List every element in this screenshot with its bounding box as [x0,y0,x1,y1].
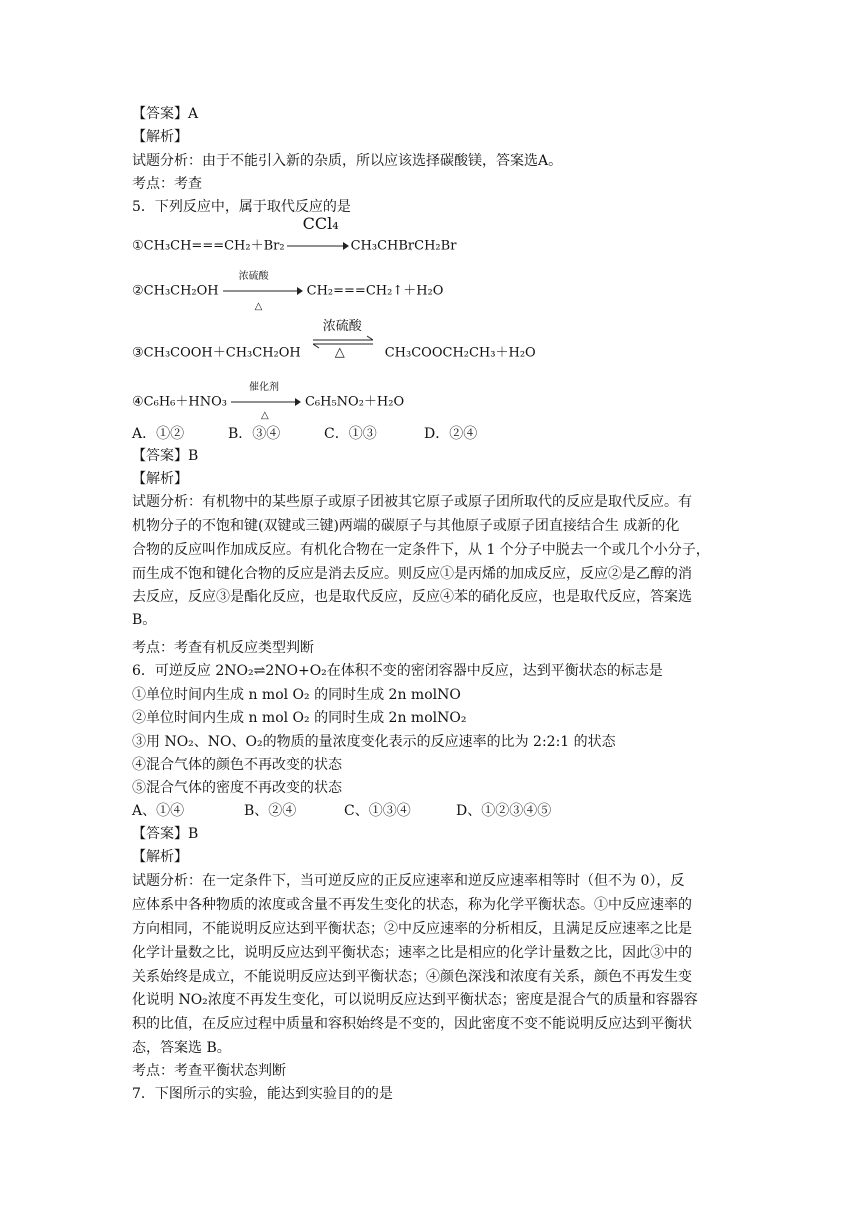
q6-analysis-line: 关系始终是成立，不能说明反应达到平衡状态；④颜色深浅和浓度有关系，颜色不再发生变 [132,969,692,985]
q5-stem: 5．下列反应中，属于取代反应的是 [132,199,351,215]
r3-left: ③CH₃COOH＋CH₃CH₂OH [132,345,301,361]
q6-analysis-line: 积的比值，在反应过程中质量和容积始终是不变的，因此密度不变不能说明反应达到平衡状 [132,1016,692,1032]
q4-answer: 【答案】A [132,106,199,122]
r2-left: ②CH₃CH₂OH [132,283,219,299]
q5-reaction-1 [132,214,457,257]
r3-right: CH₃COOCH₂CH₃＋H₂O [384,345,536,361]
q6-analysis-line: 方向相同，不能说明反应达到平衡状态；②中反应速率的分析相反，且满足反应速率之比是 [132,921,692,937]
q6-item: ③用 NO₂、NO、O₂的物质的量浓度变化表示的反应速率的比为 2:2:1 的状态 [132,734,616,750]
r1-condition: CCl₄ [302,214,339,233]
q6-analysis-line: 试题分析：在一定条件下，当可逆反应的正反应速率和逆反应速率相等时（但不为 0），反 [132,873,685,889]
q6-option-d: D、①②③④⑤ [456,803,552,819]
q4-kaodian: 考点：考查 [132,176,202,192]
q5-reaction-2 [132,271,444,312]
q7-stem: 7．下图所示的实验，能达到实验目的的是 [132,1086,393,1102]
q5-analysis-head: 【解析】 [132,471,188,487]
q5-options [132,424,477,444]
q6-option-b: B、②④ [244,803,297,819]
q6-stem: 6．可逆反应 2NO₂⇌2NO+O₂在体积不变的密闭容器中反应，达到平衡状态的标志是 [132,663,663,679]
q6-item: ④混合气体的颜色不再改变的状态 [132,757,342,773]
r3-condition-bottom: △ [334,345,345,360]
q6-analysis-head: 【解析】 [132,849,188,865]
q6-analysis-line: 化说明 NO₂浓度不再发生变化，可以说明反应达到平衡状态；密度是混合气的质量和容器容 [132,992,698,1008]
r2-right: CH₂===CH₂↑＋H₂O [306,283,444,299]
r4-arrow [231,382,301,421]
q5-answer: 【答案】B [132,448,199,464]
r4-condition-bottom: △ [260,410,269,421]
q4-analysis-head: 【解析】 [132,129,188,145]
r3-condition-top: 浓硫酸 [322,319,362,334]
q5-option-a: A．①② [132,426,185,442]
q6-item: ②单位时间内生成 n mol O₂ 的同时生成 2n molNO₂ [132,710,467,726]
q5-analysis-line: B。 [132,612,157,628]
r4-condition-top: 催化剂 [248,382,279,393]
r1-left: ①CH₃CH===CH₂＋Br₂ [132,238,285,254]
q6-analysis-line: 应体系中各种物质的浓度或含量不再发生变化的状态，称为化学平衡状态。①中反应速率的 [132,897,692,913]
r2-condition-top: 浓硫酸 [238,271,269,282]
q6-options [132,801,551,821]
q5-option-c: C．①③ [324,426,377,442]
q6-answer: 【答案】B [132,826,199,842]
q5-analysis-line: 试题分析：有机物中的某些原子或原子团被其它原子或原子团所取代的反应是取代反应。有 [132,494,692,510]
q6-analysis-line: 化学计量数之比，说明反应达到平衡状态；速率之比是相应的化学计量数之比，因此③中的 [132,945,692,961]
r1-arrow [287,214,349,256]
q5-option-d: D．②④ [424,426,478,442]
q6-kaodian: 考点：考查平衡状态判断 [132,1063,286,1079]
q6-item: ⑤混合气体的密度不再改变的状态 [132,780,342,796]
q4-analysis: 试题分析：由于不能引入新的杂质，所以应该选择碳酸镁，答案选A。 [132,153,563,169]
q6-option-c: C、①③④ [344,803,411,819]
q5-option-b: B．③④ [228,426,281,442]
q6-option-a: A、①④ [132,803,185,819]
r4-left: ④C₆H₆＋HNO₃ [132,394,227,410]
q5-analysis-line: 机物分子的不饱和键(双键或三键)两端的碳原子与其他原子或原子团直接结合生 成新的化 [132,518,680,534]
q5-analysis-line: 去反应，反应③是酯化反应，也是取代反应，反应④苯的硝化反应，也是取代反应，答案选 [132,589,692,605]
q5-analysis-line: 而生成不饱和键化合物的反应是消去反应。则反应①是丙烯的加成反应，反应②是乙醇的消 [132,566,692,582]
q5-reaction-4 [132,382,405,421]
q5-kaodian: 考点：考查有机反应类型判断 [132,640,314,656]
r2-condition-bottom: △ [254,301,263,312]
q5-reaction-3 [132,319,536,364]
r1-right: CH₃CHBrCH₂Br [350,238,457,254]
r4-right: C₆H₅NO₂＋H₂O [304,394,405,410]
right-arrow-icon [287,236,349,256]
r2-arrow [223,271,303,312]
q6-analysis-line: 态，答案选 B。 [132,1040,231,1056]
r3-arrow [313,319,373,363]
q6-item: ①单位时间内生成 n mol O₂ 的同时生成 2n molNO [132,687,461,703]
q5-analysis-line: 合物的反应叫作加成反应。有机化合物在一定条件下，从 1 个分子中脱去一个或几个小分子， [132,542,710,558]
